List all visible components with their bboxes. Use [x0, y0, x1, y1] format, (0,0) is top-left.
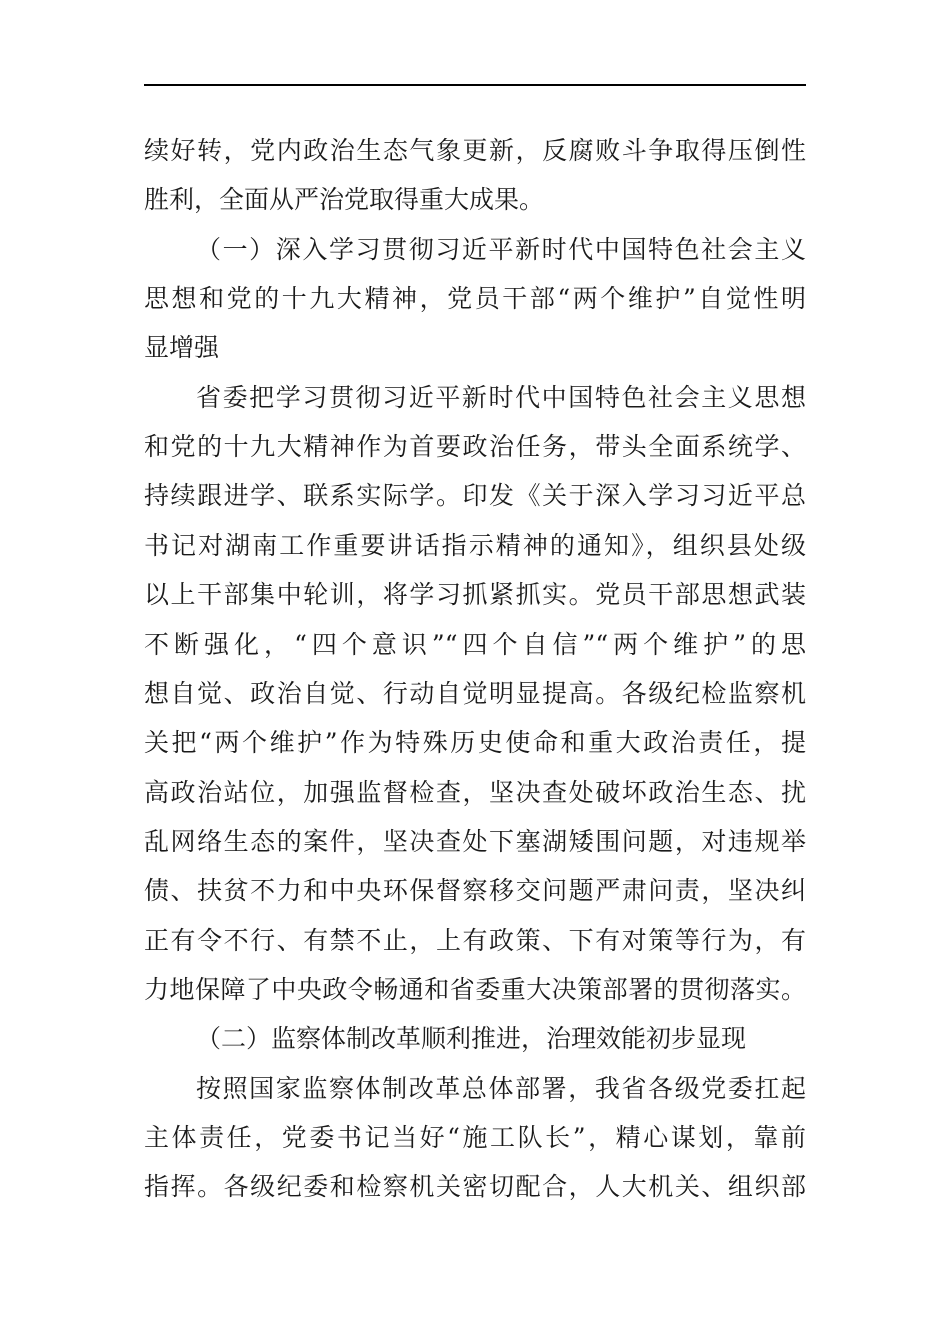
text-line: 不断强化，“四个意识”“四个自信”“两个维护”的思 — [144, 630, 806, 659]
header-rule — [144, 84, 806, 86]
text-line: （二）监察体制改革顺利推进，治理效能初步显现 — [196, 1024, 747, 1053]
text-line: 持续跟进学、联系实际学。印发《关于深入学习习近平总 — [144, 481, 806, 510]
text-line: 力地保障了中央政令畅通和省委重大决策部署的贯彻落实。 — [144, 975, 806, 1004]
text-line: 省委把学习贯彻习近平新时代中国特色社会主义思想 — [196, 383, 806, 412]
text-line: 高政治站位，加强监督检查，坚决查处破坏政治生态、扰 — [144, 778, 806, 807]
text-line: 债、扶贫不力和中央环保督察移交问题严肃问责，坚决纠 — [144, 876, 806, 905]
text-line: 主体责任，党委书记当好“施工队长”，精心谋划，靠前 — [144, 1123, 806, 1152]
text-line: 正有令不行、有禁不止，上有政策、下有对策等行为，有 — [144, 926, 806, 955]
text-line: 乱网络生态的案件，坚决查处下塞湖矮围问题，对违规举 — [144, 827, 806, 856]
text-line: 胜利，全面从严治党取得重大成果。 — [144, 185, 545, 214]
text-line: 按照国家监察体制改革总体部署，我省各级党委扛起 — [196, 1074, 806, 1103]
text-line: 思想和党的十九大精神，党员干部“两个维护”自觉性明 — [144, 284, 806, 313]
text-line: 以上干部集中轮训，将学习抓紧抓实。党员干部思想武装 — [144, 580, 806, 609]
text-line: 想自觉、政治自觉、行动自觉明显提高。各级纪检监察机 — [144, 679, 806, 708]
text-line: 和党的十九大精神作为首要政治任务，带头全面系统学、 — [144, 432, 806, 461]
text-line: 关把“两个维护”作为特殊历史使命和重大政治责任，提 — [144, 728, 806, 757]
text-line: 显增强 — [144, 333, 220, 362]
text-line: 书记对湖南工作重要讲话指示精神的通知》，组织县处级 — [144, 531, 806, 560]
text-line: （一）深入学习贯彻习近平新时代中国特色社会主义 — [196, 235, 806, 264]
text-line: 续好转，党内政治生态气象更新，反腐败斗争取得压倒性 — [144, 136, 806, 165]
text-line: 指挥。各级纪委和检察机关密切配合，人大机关、组织部 — [144, 1172, 806, 1201]
